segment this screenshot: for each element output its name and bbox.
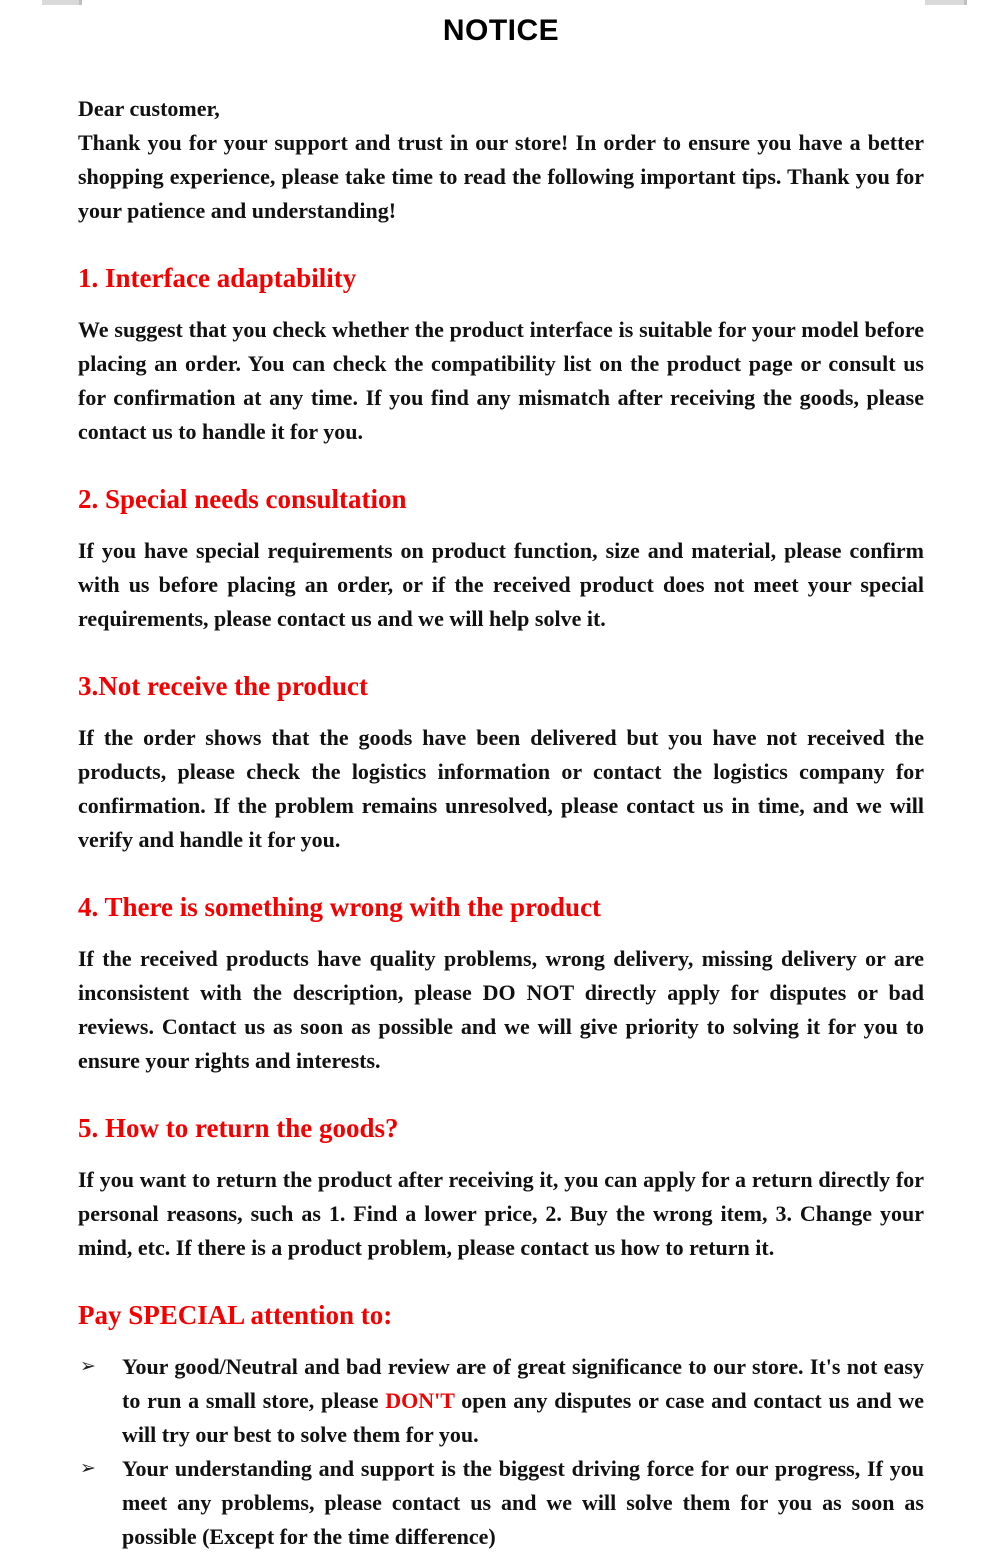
- bullet-text-post: open any disputes or case and contact us and we will try our best to solve them for you.: [122, 1388, 924, 1447]
- section-body: If the order shows that the goods have been delivered but you have not received the products, please check the logistics information or contact the logistics company for confirmation. If the problem remains unresolved, please contact us in time, and we will verify and handle it for you.: [78, 725, 924, 852]
- page-title: NOTICE: [442, 14, 560, 47]
- section-special-needs-consultation: [78, 484, 924, 636]
- section-body: We suggest that you check whether the product interface is suitable for your model before placing an order. You can check the compatibility list on the product page or consult us for confirmation at any time. If you find any mismatch after receiving the goods, please contact us to handle it for you.: [78, 317, 924, 444]
- intro-paragraph: Thank you for your support and trust in our store! In order to ensure you have a better shopping experience, please take time to read the following important tips. Thank you for your patience and understanding!: [78, 130, 924, 223]
- bullet-text-highlight: DON'T: [385, 1388, 455, 1413]
- section-body: If you have special requirements on product function, size and material, please confirm with us before placing an order, or if the received product does not meet your special requirements, please contact us and we will help solve it.: [78, 538, 924, 631]
- list-item: [78, 1350, 924, 1452]
- greeting-line: Dear customer,: [78, 96, 220, 121]
- page-edge-artifact-right: [925, 0, 967, 5]
- bullet-list: [78, 1350, 924, 1554]
- section-body: If you want to return the product after receiving it, you can apply for a return directly for personal reasons, such as 1. Find a lower price, 2. Buy the wrong item, 3. Change your mind, etc. If there is a product problem, please contact us how to return it.: [78, 1167, 924, 1260]
- section-how-to-return-goods: [78, 1113, 924, 1265]
- bullet-text: [122, 1452, 924, 1554]
- list-item: [78, 1452, 924, 1554]
- section-body: If the received products have quality problems, wrong delivery, missing delivery or are inconsistent with the description, please DO NOT directly apply for disputes or bad reviews. Contact us as soon as possible and we will give priority to solving it for you to ensure your rights and interests.: [78, 946, 924, 1073]
- page-edge-artifact-left: [42, 0, 82, 5]
- section-heading: 4. There is something wrong with the product: [78, 892, 602, 922]
- section-pay-special-attention: [78, 1300, 924, 1554]
- arrowhead-bullet-icon: ➢: [80, 1356, 96, 1377]
- section-something-wrong-with-product: [78, 892, 924, 1078]
- bullet-text-pre: Your good/Neutral and bad review are of great significance to our store. It's not easy to run a small store, please: [122, 1354, 924, 1413]
- section-heading: 5. How to return the goods?: [78, 1113, 399, 1143]
- section-heading: 2. Special needs consultation: [78, 484, 407, 514]
- section-heading: 3.Not receive the product: [78, 671, 368, 701]
- section-not-receive-product: [78, 671, 924, 857]
- section-heading: Pay SPECIAL attention to:: [78, 1300, 393, 1330]
- section-heading: 1. Interface adaptability: [78, 263, 357, 293]
- bullet-text: [122, 1350, 924, 1452]
- arrowhead-bullet-icon: ➢: [80, 1458, 96, 1479]
- section-interface-adaptability: [78, 263, 924, 449]
- bullet-text-pre: Your understanding and support is the biggest driving force for our progress, If you meet any problems, please contact us and we will solve them for you as soon as possible (Except for the time difference): [122, 1456, 924, 1549]
